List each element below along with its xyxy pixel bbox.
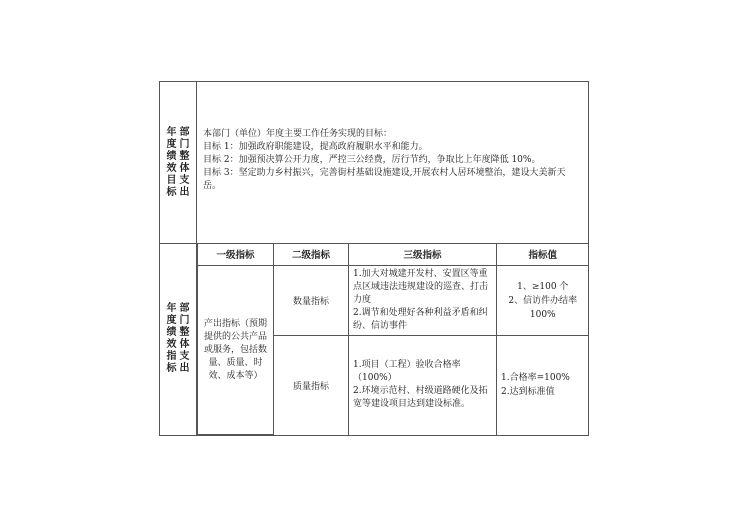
level2-cell: 数量指标 [274,266,349,336]
header-level3: 三级指标 [349,243,497,266]
performance-table-sheet [159,81,589,436]
annual-indicator-section [160,243,588,435]
level3-cell [349,266,497,336]
table-header-row [198,243,589,266]
annual-goal-section [160,82,588,244]
side-label-col-1: 部门整体支出 [179,126,190,198]
goal-text [203,128,583,193]
value-item: 1、≥100 个 [517,281,569,292]
value-item: 2、信访件办结率 100% [508,295,578,320]
value-cell [497,336,589,435]
level3-cell [349,336,497,435]
level3-item: 1.加大对城建开发村、安置区等重点区域违法违规建设的巡查、打击力度 [353,269,489,305]
header-level2: 二级指标 [274,243,349,266]
level2-cell: 质量指标 [274,336,349,435]
level3-item: 2.调节和处理好各种利益矛盾和纠纷、信访事件 [353,308,488,331]
level3-item: 1.项目（工程）验收合格率（100%） [353,360,461,384]
goal-item: 目标 3：坚定助力乡村振兴，完善街村基础设施建设,开展农村人居环境整治，建设大美新天岳。 [203,168,566,191]
header-level1: 一级指标 [198,243,274,266]
value-item: 1.合格率=100% [501,373,570,384]
level3-item: 2.环境示范村、村级道路硬化及拓宽等建设项目达到建设标准。 [353,386,488,410]
value-cell [497,266,589,336]
goal-side-label [160,82,197,243]
side-label-col-1: 部门整体支出 [179,303,190,374]
indicator-side-label [160,243,197,435]
goal-item: 目标 2：加强预决算公开力度，严控三公经费，厉行节约，争取比上年度降低 10%。 [203,155,541,165]
side-label-col-2: 年度绩效目标 [166,126,177,198]
indicator-table [197,243,589,435]
level1-cell: 产出指标（预期提供的公共产品或服务，包括数量、质量、时效、成本等） [198,266,274,435]
value-item: 2.达到标准值 [501,387,555,398]
goal-item: 目标 1：加强政府职能建设，提高政府履职水平和能力。 [203,142,428,152]
side-label-col-2: 年度绩效指标 [166,303,177,374]
header-value: 指标值 [497,243,589,266]
table-row [198,266,589,336]
goal-intro: 本部门（单位）年度主要工作任务实现的目标： [203,129,393,139]
